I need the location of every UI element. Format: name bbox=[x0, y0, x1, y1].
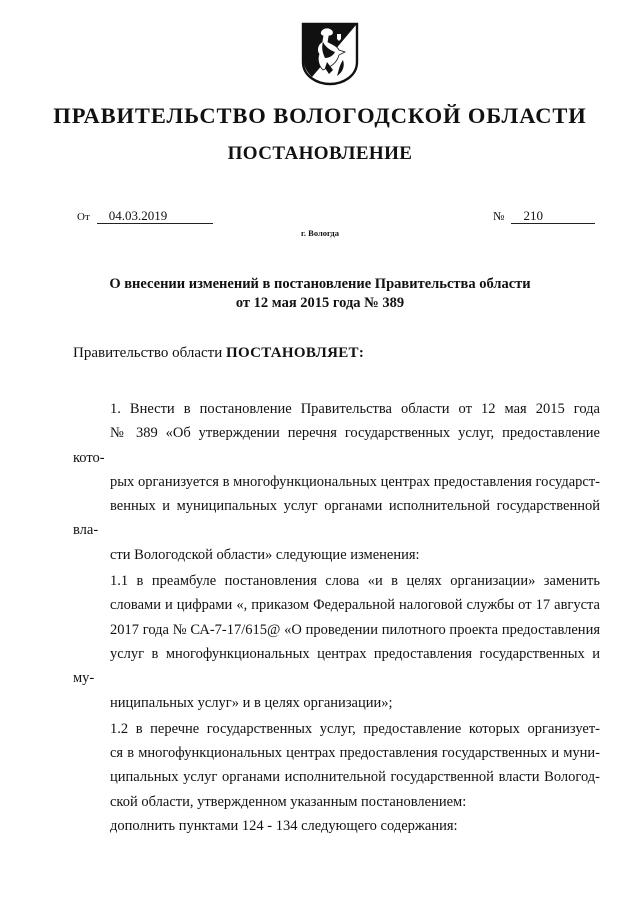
paragraph-1-2 bbox=[73, 717, 600, 814]
paragraph-1-1 bbox=[73, 569, 600, 715]
text-line: 1. Внести в постановление Правительства области от 12 мая 2015 года bbox=[110, 401, 600, 417]
document-type: ПОСТАНОВЛЕНИЕ bbox=[227, 143, 413, 164]
number-prefix: № bbox=[493, 209, 505, 223]
subject-line: О внесении изменений в постановление Правительства области bbox=[109, 276, 531, 292]
preamble-text: Правительство области bbox=[73, 345, 223, 361]
text-line: ципальных услуг органами исполнительной государственной власти Вологод- bbox=[110, 769, 600, 786]
city-label: г. Вологда bbox=[301, 228, 339, 238]
text-line: 1.1 в преамбуле постановления слова «и в целях организации» заменить bbox=[110, 573, 600, 590]
text-line: ниципальных услуг» и в целях организации»; bbox=[110, 694, 393, 711]
preamble-emphasis: ПОСТАНОВЛЯЕТ: bbox=[225, 345, 365, 361]
preamble bbox=[73, 345, 364, 362]
vologda-coat-of-arms-icon bbox=[299, 22, 361, 86]
text-line: 1.2 в перечне государственных услуг, предоставление которых организует- bbox=[110, 720, 600, 737]
paragraph-amendment-intro bbox=[73, 814, 600, 838]
text-line: рых организуется в многофункциональных центрах предоставления государст- bbox=[110, 473, 600, 490]
text-line: словами и цифрами «, приказом Федеральной налоговой службы от 17 августа bbox=[110, 597, 600, 614]
text-line: венных и муниципальных услуг органами исполнительной государственной вла- bbox=[73, 498, 600, 539]
text-line: ся в многофункциональных центрах предоставления государственных и муни- bbox=[110, 745, 600, 762]
text-line: дополнить пунктами 124 - 134 следующего содержания: bbox=[110, 818, 458, 835]
text-line: ской области, утвержденном указанным постановлением: bbox=[110, 793, 467, 810]
text-line: № 389 «Об утверждении перечня государственных услуг, предоставление кото- bbox=[73, 425, 600, 466]
text-line: услуг в многофункциональных центрах предоставления государственных и му- bbox=[73, 645, 600, 687]
document-body bbox=[73, 397, 600, 838]
document-number: 210 bbox=[511, 209, 595, 224]
government-title: ПРАВИТЕЛЬСТВО ВОЛОГОДСКОЙ ОБЛАСТИ bbox=[53, 103, 587, 128]
document-date: 04.03.2019 bbox=[97, 209, 213, 224]
document-subject bbox=[0, 275, 640, 313]
document-date-field bbox=[77, 209, 213, 224]
date-prefix: От bbox=[77, 211, 90, 223]
text-line: сти Вологодской области» следующие изменения: bbox=[110, 546, 420, 563]
document-number-field bbox=[493, 209, 595, 224]
paragraph-1 bbox=[73, 397, 600, 567]
subject-line: от 12 мая 2015 года № 389 bbox=[235, 295, 405, 311]
text-line: 2017 года № СА-7-17/615@ «О проведении пилотного проекта предоставления bbox=[110, 621, 600, 638]
